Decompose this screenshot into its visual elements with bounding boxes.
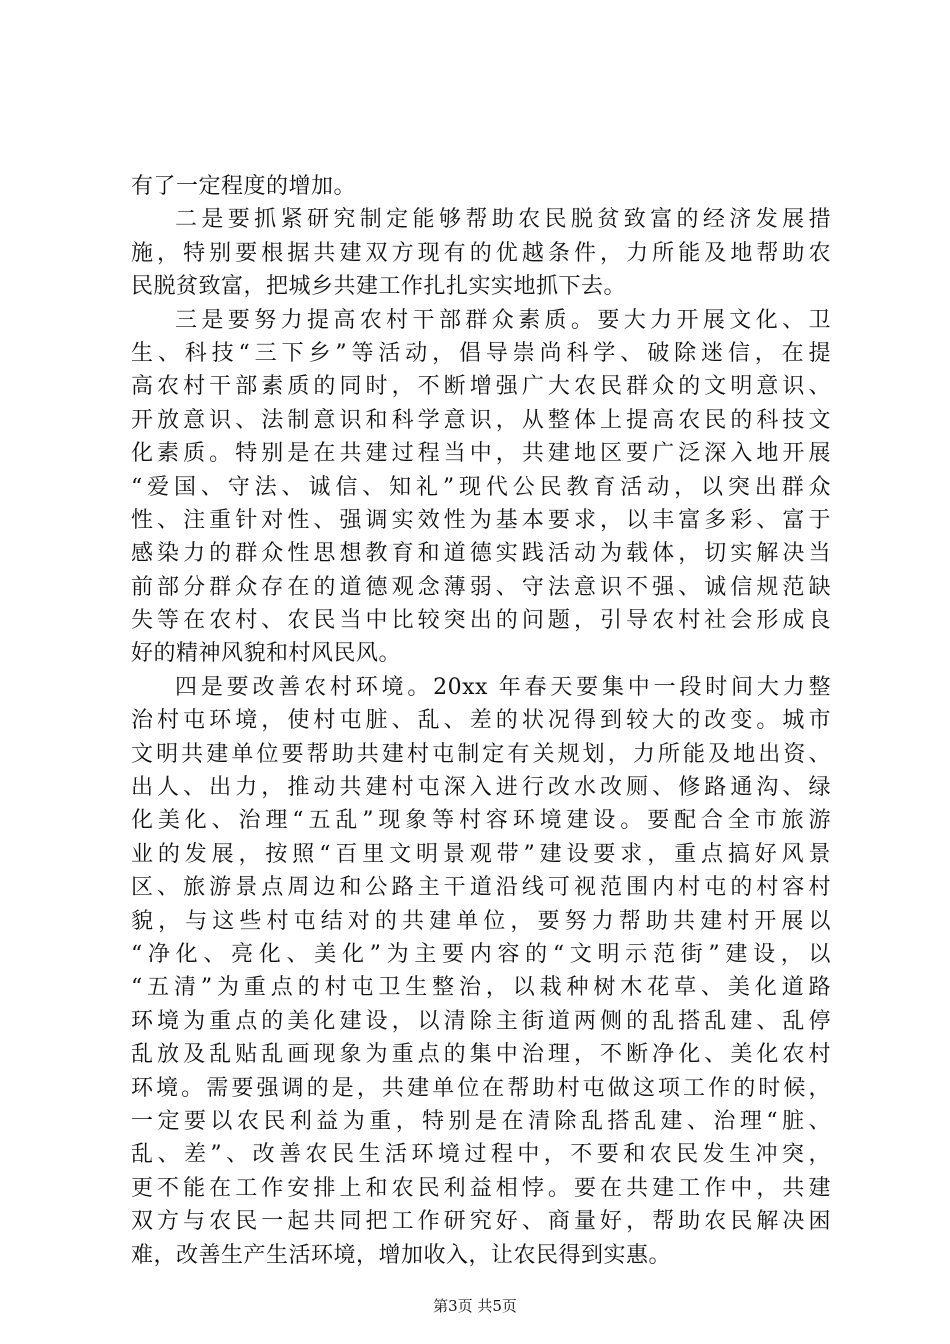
paragraph-line: 四是要改善农村环境。20xx 年春天要集中一段时间大力整 — [175, 674, 831, 700]
paragraph-line: 三是要努力提高农村干部群众素质。要大力开展文化、卫 — [175, 307, 831, 333]
paragraph-line: 出人、出力，推动共建村屯深入进行改水改厕、修路通沟、绿 — [131, 775, 831, 801]
page-number-footer: 第3页 共5页 — [433, 1297, 517, 1315]
paragraph-line: 高农村干部素质的同时，不断增强广大农民群众的文明意识、 — [131, 374, 831, 400]
paragraph-line: 业的发展，按照“百里文明景观带”建设要求，重点搞好风景 — [131, 841, 831, 867]
paragraph-line: 感染力的群众性思想教育和道德实践活动为载体，切实解决当 — [131, 541, 831, 567]
paragraph-line: 更不能在工作安排上和农民利益相悖。要在共建工作中，共建 — [131, 1175, 831, 1201]
document-body — [131, 170, 831, 1272]
paragraph-line: 失等在农村、农民当中比较突出的问题，引导农村社会形成良 — [131, 608, 831, 634]
paragraph-line: “五清”为重点的村屯卫生整治，以栽种树木花草、美化道路 — [131, 975, 831, 1001]
paragraph-line: 前部分群众存在的道德观念薄弱、守法意识不强、诚信规范缺 — [131, 574, 831, 600]
paragraph-line: 难，改善生产生活环境，增加收入，让农民得到实惠。 — [131, 1242, 672, 1268]
paragraph-line: 施，特别要根据共建双方现有的优越条件，力所能及地帮助农 — [131, 240, 831, 266]
paragraph-line: 生、科技“三下乡”等活动，倡导崇尚科学、破除迷信，在提 — [131, 340, 831, 366]
paragraph-line: 乱放及乱贴乱画现象为重点的集中治理，不断净化、美化农村 — [131, 1042, 831, 1068]
paragraph-line: 开放意识、法制意识和科学意识，从整体上提高农民的科技文 — [131, 407, 831, 433]
paragraph-line: 民脱贫致富，把城乡共建工作扎扎实实地抓下去。 — [131, 274, 627, 300]
paragraph-line: 乱、差”、改善农民生活环境过程中，不要和农民发生冲突， — [131, 1142, 831, 1168]
paragraph-line: 貌，与这些村屯结对的共建单位，要努力帮助共建村开展以 — [131, 908, 831, 934]
paragraph-line: 环境为重点的美化建设，以清除主街道两侧的乱搭乱建、乱停 — [131, 1008, 831, 1034]
paragraph-line: 有了一定程度的增加。 — [131, 174, 357, 199]
paragraph-line: “爱国、守法、诚信、知礼”现代公民教育活动，以突出群众 — [131, 474, 831, 500]
paragraph-line: 区、旅游景点周边和公路主干道沿线可视范围内村屯的村容村 — [131, 875, 831, 901]
paragraph-line: “净化、亮化、美化”为主要内容的“文明示范街”建设，以 — [131, 941, 831, 967]
paragraph-line: 二是要抓紧研究制定能够帮助农民脱贫致富的经济发展措 — [175, 207, 831, 233]
paragraph-line: 化素质。特别是在共建过程当中，共建地区要广泛深入地开展 — [131, 441, 831, 467]
paragraph-line: 好的精神风貌和村风民风。 — [131, 641, 402, 667]
paragraph-line: 双方与农民一起共同把工作研究好、商量好，帮助农民解决困 — [131, 1209, 831, 1235]
paragraph-line: 环境。需要强调的是，共建单位在帮助村屯做这项工作的时候， — [131, 1075, 831, 1101]
paragraph-line: 治村屯环境，使村屯脏、乱、差的状况得到较大的改变。城市 — [131, 708, 831, 734]
paragraph-line: 化美化、治理“五乱”现象等村容环境建设。要配合全市旅游 — [131, 808, 831, 834]
paragraph-line: 文明共建单位要帮助共建村屯制定有关规划，力所能及地出资、 — [131, 741, 831, 767]
paragraph-line: 性、注重针对性、强调实效性为基本要求，以丰富多彩、富于 — [131, 507, 831, 533]
paragraph-line: 一定要以农民利益为重，特别是在清除乱搭乱建、治理“脏、 — [131, 1108, 831, 1134]
